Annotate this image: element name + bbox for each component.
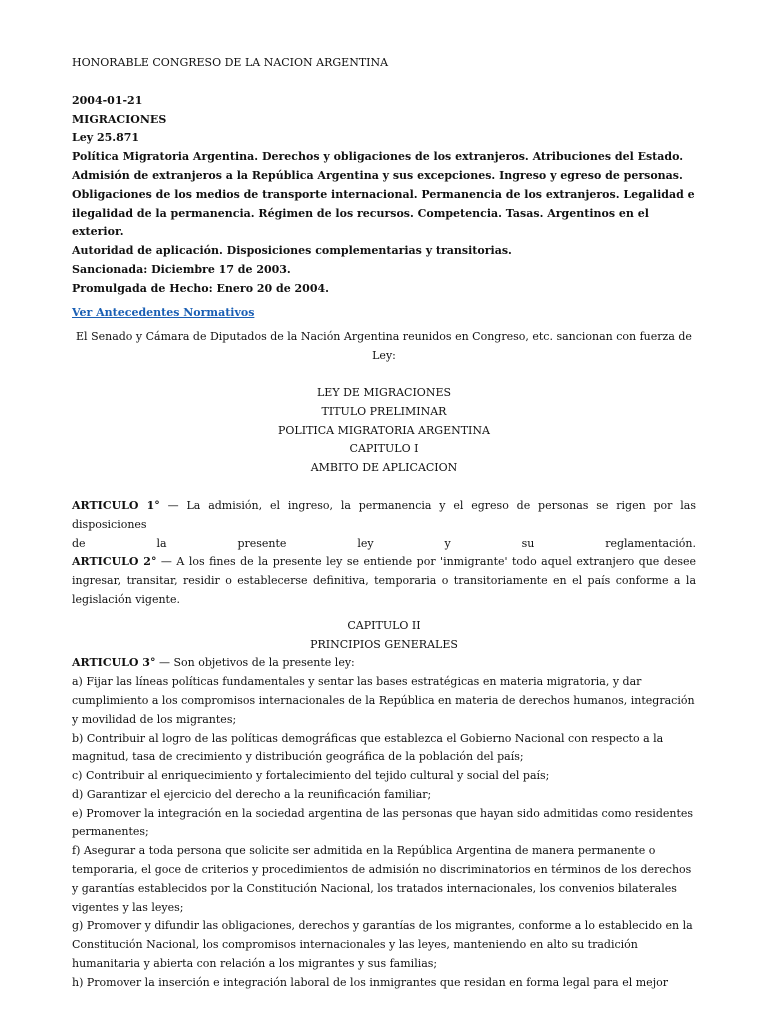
article-1-line <box>72 497 696 535</box>
article-3-item-line: magnitud, tasa de crecimiento y distribución geográfica de la población del país; <box>72 750 524 764</box>
law-description-line: Admisión de extranjeros a la República Argentina y sus excepciones. Ingreso y egreso de personas. <box>72 168 683 182</box>
article-3-item-line: a) Fijar las líneas políticas fundamentales y sentar las bases estratégicas en materia migratoria, y dar <box>72 675 642 689</box>
article-1 <box>72 497 696 553</box>
article-3-item-line: d) Garantizar el ejercicio del derecho a la reunificación familiar; <box>72 787 432 801</box>
document-header-title: HONORABLE CONGRESO DE LA NACION ARGENTINA <box>72 56 389 69</box>
law-description-line: Política Migratoria Argentina. Derechos y obligaciones de los extranjeros. Atribuciones del Estado. <box>72 150 684 164</box>
article-3-item-line: temporaria, el goce de criterios y procedimientos de admisión no discriminatorios en términos de los derechos <box>72 863 692 877</box>
antecedentes-normativos-link[interactable]: Ver Antecedentes Normativos <box>72 305 255 319</box>
article-3-item-line: humanitaria y abierta con relación a los migrantes y sus familias; <box>72 957 438 971</box>
article-3-item-line: cumplimiento a los compromisos internacionales de la República en materia de derechos humanos, integración <box>72 693 695 707</box>
law-date: 2004-01-21 <box>72 93 143 107</box>
preliminary-title: TITULO PRELIMINAR <box>321 404 447 418</box>
law-description-line: Obligaciones de los medios de transporte internacional. Permanencia de los extranjeros. Legalidad e <box>72 187 695 201</box>
article-3-item-line: f) Asegurar a toda persona que solicite ser admitida en la República Argentina de manera permanente o <box>72 844 656 858</box>
article-1-label: ARTICULO 1° <box>72 498 160 512</box>
article-3-item-line: y movilidad de los migrantes; <box>72 712 237 726</box>
law-description-line: Autoridad de aplicación. Disposiciones complementarias y transitorias. <box>72 244 512 258</box>
law-summary <box>72 92 696 299</box>
article-2 <box>72 553 696 609</box>
article-3-item-line: permanentes; <box>72 825 149 839</box>
promulgation-date: Promulgada de Hecho: Enero 20 de 2004. <box>72 281 329 295</box>
law-title: LEY DE MIGRACIONES <box>316 385 452 399</box>
article-2-text: — A los fines de la presente ley se entiende por 'inmigrante' todo aquel extranjero que desee ingresar, transitar, residir o establecerse definitiva, temporaria o transitoriamente en el país conforme a la legislación vigente. <box>72 555 696 606</box>
article-3-item-line: g) Promover y difundir las obligaciones, derechos y garantías de los migrantes, conforme a lo establecido en la <box>72 919 693 933</box>
article-3-item-line: b) Contribuir al logro de las políticas demográficas que establezca el Gobierno Nacional con respecto a la <box>72 731 664 745</box>
chapter-1-heading: CAPITULO I <box>349 442 419 456</box>
article-3-item-line: y garantías establecidos por la Constitución Nacional, los tratados internacionales, los convenios bilaterales <box>72 881 677 895</box>
law-number: Ley 25.871 <box>72 131 140 145</box>
law-titles <box>72 384 696 478</box>
article-3-item-line: Constitución Nacional, los compromisos internacionales y las leyes, manteniendo en alto su tradición <box>72 938 638 952</box>
chapter-2-heading: CAPITULO II <box>347 618 421 632</box>
chapter-2-headings <box>72 617 696 655</box>
article-3-intro-text: — Son objetivos de la presente ley: <box>155 656 355 670</box>
law-description-line: ilegalidad de la permanencia. Régimen de los recursos. Competencia. Tasas. Argentinos en el exterior. <box>72 206 649 239</box>
article-2-label: ARTICULO 2° <box>72 555 157 569</box>
article-3-items <box>72 673 696 993</box>
enactment-formula: El Senado y Cámara de Diputados de la Nación Argentina reunidos en Congreso, etc. sancionan con fuerza de Ley: <box>76 330 692 363</box>
scope-heading: AMBITO DE APLICACION <box>310 461 458 475</box>
article-3-item-line: h) Promover la inserción e integración laboral de los inmigrantes que residan en forma legal para el mejor <box>72 975 668 989</box>
article-3-label: ARTICULO 3° <box>72 656 156 670</box>
article-3-intro <box>72 654 696 673</box>
article-3-item-line: c) Contribuir al enriquecimiento y fortalecimiento del tejido cultural y social del país; <box>72 769 550 783</box>
law-subject: MIGRACIONES <box>72 112 167 126</box>
general-principles-heading: PRINCIPIOS GENERALES <box>310 637 458 651</box>
sanction-date: Sancionada: Diciembre 17 de 2003. <box>72 262 291 276</box>
article-1-text: — La admisión, el ingreso, la permanencia y el egreso de personas se rigen por las disposiciones <box>72 498 696 531</box>
article-3-item-line: vigentes y las leyes; <box>72 900 184 914</box>
article-1-text-continued: de la presente ley y su reglamentación. <box>72 536 696 550</box>
policy-title: POLITICA MIGRATORIA ARGENTINA <box>278 423 490 437</box>
article-3-item-line: e) Promover la integración en la sociedad argentina de las personas que hayan sido admitidas como residentes <box>72 806 694 820</box>
